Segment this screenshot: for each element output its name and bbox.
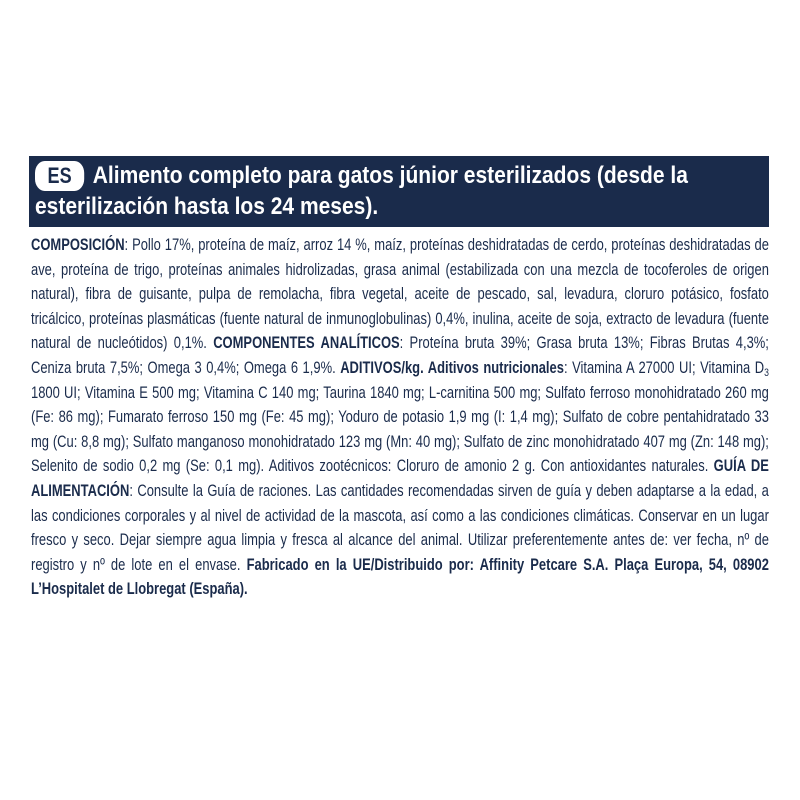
manufacturer-text: Fabricado en la UE/Distribuido por: Affinity Petcare S.A. Plaça Europa, 54, 08902 L’Hospitalet de Llobregat (España). — [31, 555, 769, 599]
product-title: Alimento completo para gatos júnior esterilizados (desde la esterilización hasta los 24 meses). — [35, 162, 688, 220]
analytical-text: : Proteína bruta 39%; Grasa bruta 13%; Fibras Brutas 4,3%; Ceniza bruta 7,5%; Omega 3 0,4%; Omega 6 1,9%. — [31, 334, 769, 377]
composition-text: : Pollo 17%, proteína de maíz, arroz 14 %, maíz, proteínas deshidratadas de cerdo, proteínas deshidratadas de ave, proteína de trigo, proteínas animales hidrolizadas, grasa animal (estabilizada con una mezcla de tocoferoles de origen natural), fibra de guisante, pulpa de remolacha, fibra vegetal, aceite de pescado, sal, levadura, cloruro potásico, fosfato tricálcico, proteínas plasmáticas (fuente natural de inmunoglobulinas) 0,4%, inulina, aceite de soja, extracto de levadura (fuente natural de nucleótidos) 0,1%. — [31, 236, 769, 353]
header-banner — [29, 156, 769, 227]
feeding-heading: GUÍA DE ALIMENTACIÓN — [31, 457, 769, 500]
analytical-heading: COMPONENTES ANALÍTICOS — [213, 334, 400, 353]
additives-text: : Vitamina A 27000 UI; Vitamina D — [563, 358, 765, 377]
feeding-text: : Consulte la Guía de raciones. Las cantidades recomendadas sirven de guía y deben adaptarse a la edad, a las condiciones corporales y al nivel de actividad de la mascota, así como a las condiciones climáticas. Conservar en un lugar fresco y seco. Dejar siempre agua limpia y fresca al alcance del animal. Utilizar preferentemente antes de: ver fecha, nº de registro y nº de lote en el envase. — [31, 481, 769, 574]
label-body — [31, 233, 769, 602]
language-badge: ES — [35, 161, 84, 191]
additives-text-continued: 1800 UI; Vitamina E 500 mg; Vitamina C 140 mg; Taurina 1840 mg; L-carnitina 500 mg; Sulfato ferroso monohidratado 260 mg (Fe: 86 mg); Fumarato ferroso 150 mg (Fe: 45 mg); Yoduro de potasio 1,9 mg (I: 1,4 mg); Sulfato de cobre pentahidratado 33 mg (Cu: 8,8 mg); Sulfato manganoso monohidratado 123 mg (Mn: 40 mg); Sulfato de zinc monohidratado 407 mg (Zn: 148 mg); Selenito de sodio 0,2 mg (Se: 0,1 mg). Aditivos zootécnicos: Cloruro de amonio 2 g. Con antioxidantes naturales. — [31, 383, 769, 476]
vitamin-d-subscript: 3 — [764, 366, 769, 379]
composition-heading: COMPOSICIÓN — [31, 236, 125, 254]
additives-heading: ADITIVOS/kg. Aditivos nutricionales — [340, 358, 564, 377]
